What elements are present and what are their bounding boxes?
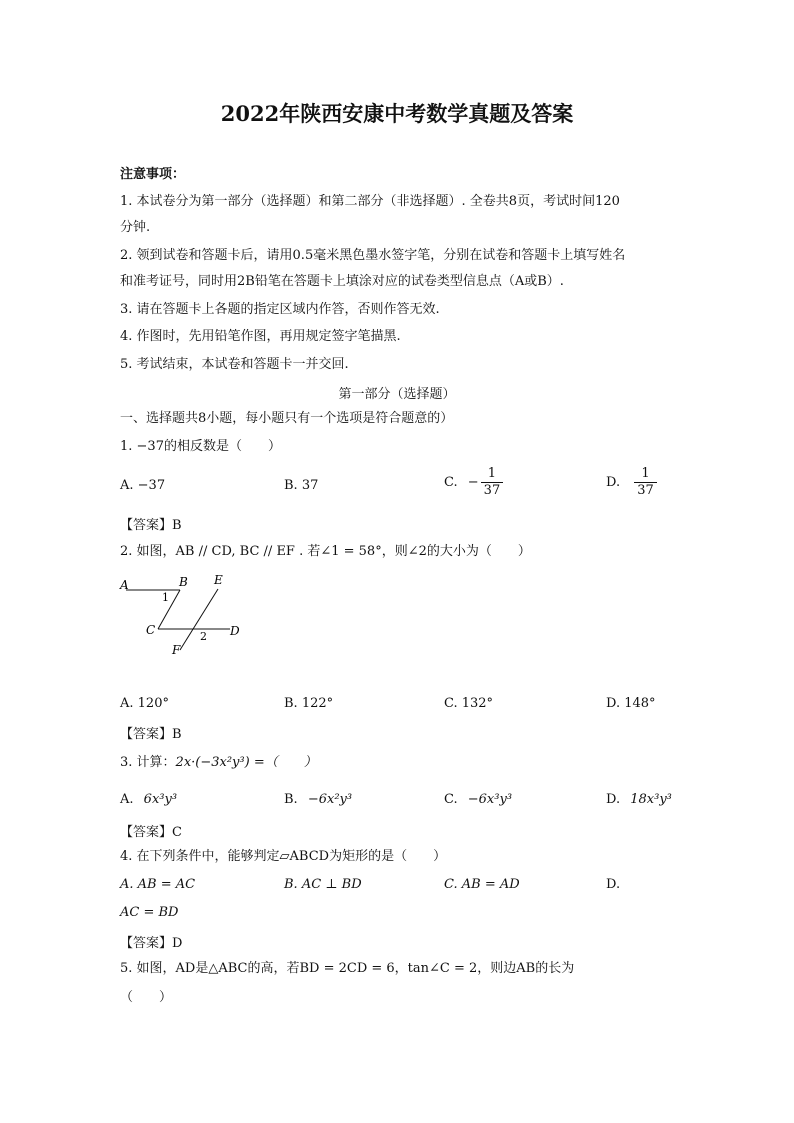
q1-option-a: A. −37 bbox=[120, 478, 166, 493]
q2-option-d: D. 148° bbox=[606, 696, 656, 711]
label-d: D bbox=[230, 624, 240, 638]
q1-option-c bbox=[444, 466, 503, 499]
q3-expression: 2x·(−3x²y³) =（ ） bbox=[175, 755, 317, 770]
q3-option-b-value: −6x²y³ bbox=[307, 792, 353, 807]
q1-option-c-denominator: 37 bbox=[483, 483, 501, 498]
q5-stem: 5. 如图，AD是△ABC的高，若BD = 2CD = 6，tan∠C = 2，则边AB的长为 bbox=[120, 961, 575, 976]
q2-stem: 2. 如图，AB // CD, BC // EF . 若∠1 = 58°，则∠2的大小为（ ） bbox=[120, 544, 531, 559]
q2-option-b: B. 122° bbox=[284, 696, 334, 711]
q1-option-d-denominator: 37 bbox=[637, 483, 654, 498]
q4-option-d: D. bbox=[606, 877, 621, 892]
section-heading: 一、选择题共8小题，每小题只有一个选项是符合题意的） bbox=[120, 411, 454, 426]
q4-option-a: A. AB = AC bbox=[120, 877, 196, 892]
q1-option-c-label: C. bbox=[444, 475, 458, 490]
label-a: A bbox=[120, 578, 129, 592]
q2-answer: 【答案】B bbox=[120, 727, 182, 742]
q2-option-a: A. 120° bbox=[120, 696, 169, 711]
q3-stem-prefix: 3. 计算： bbox=[120, 755, 176, 770]
q1-option-c-numerator: 1 bbox=[481, 466, 504, 483]
q2-figure bbox=[112, 570, 252, 660]
q3-option-d bbox=[606, 792, 672, 807]
label-angle-1: 1 bbox=[162, 591, 169, 604]
q3-option-a-value: 6x³y³ bbox=[143, 792, 178, 807]
label-f: F bbox=[172, 643, 181, 657]
q1-option-c-sign: − bbox=[467, 475, 479, 490]
q5-stem-continued: （ ） bbox=[120, 990, 173, 1005]
q3-option-d-value: 18x³y³ bbox=[630, 792, 672, 807]
label-angle-2: 2 bbox=[200, 630, 207, 643]
q3-option-a-label: A. bbox=[120, 792, 134, 807]
part1-heading: 第一部分（选择题） bbox=[338, 387, 456, 402]
q3-option-a bbox=[120, 792, 177, 807]
label-e: E bbox=[214, 573, 223, 587]
q1-option-d-fraction bbox=[634, 466, 657, 499]
q3-answer: 【答案】C bbox=[120, 825, 182, 840]
notice-line-3: 2. 领到试卷和答题卡后，请用0.5毫米黑色墨水签字笔，分别在试卷和答题卡上填写姓名 bbox=[120, 248, 626, 263]
q1-answer: 【答案】B bbox=[120, 518, 182, 533]
q1-stem: 1. −37的相反数是（ ） bbox=[120, 439, 281, 454]
notice-line-4: 和准考证号，同时用2B铅笔在答题卡上填涂对应的试卷类型信息点（A或B）. bbox=[120, 274, 564, 289]
q1-option-b: B. 37 bbox=[284, 478, 319, 493]
label-c: C bbox=[146, 623, 156, 637]
notice-line-2: 分钟. bbox=[120, 220, 151, 235]
page-title: 2022年陕西安康中考数学真题及答案 bbox=[220, 101, 574, 126]
label-b: B bbox=[179, 575, 188, 589]
q1-option-d-label: D. bbox=[606, 475, 621, 490]
q3-option-b-label: B. bbox=[284, 792, 298, 807]
q4-option-d-value: AC = BD bbox=[120, 905, 179, 920]
line-ef bbox=[180, 589, 218, 650]
q3-option-b bbox=[284, 792, 352, 807]
q3-option-d-label: D. bbox=[606, 792, 621, 807]
notice-heading: 注意事项： bbox=[120, 167, 186, 182]
q3-option-c-label: C. bbox=[444, 792, 458, 807]
q1-option-d bbox=[606, 466, 657, 499]
q3-stem bbox=[120, 754, 317, 772]
notice-line-5: 3. 请在答题卡上各题的指定区域内作答，否则作答无效. bbox=[120, 302, 440, 317]
notice-line-7: 5. 考试结束，本试卷和答题卡一并交回. bbox=[120, 357, 349, 372]
notice-line-1: 1. 本试卷分为第一部分（选择题）和第二部分（非选择题）. 全卷共8页，考试时间120 bbox=[120, 194, 620, 209]
q4-option-b: B. AC ⊥ BD bbox=[284, 877, 362, 892]
q1-option-c-fraction bbox=[481, 466, 504, 499]
q1-option-d-numerator: 1 bbox=[634, 466, 657, 483]
q2-option-c: C. 132° bbox=[444, 696, 494, 711]
q4-option-c: C. AB = AD bbox=[444, 877, 520, 892]
q4-answer: 【答案】D bbox=[120, 936, 183, 951]
notice-line-6: 4. 作图时，先用铅笔作图，再用规定签字笔描黑. bbox=[120, 329, 401, 344]
q3-option-c-value: −6x³y³ bbox=[467, 792, 513, 807]
q3-option-c bbox=[444, 792, 512, 807]
q4-stem: 4. 在下列条件中，能够判定▱ABCD为矩形的是（ ） bbox=[120, 849, 447, 864]
